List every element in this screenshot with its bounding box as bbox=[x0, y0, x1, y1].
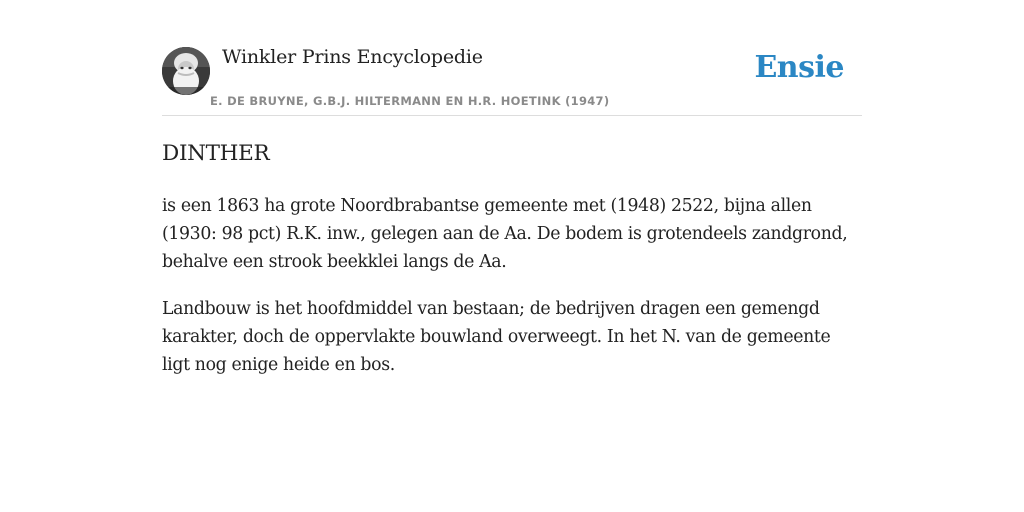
entry-paragraph: Landbouw is het hoofdmiddel van bestaan; de bedrijven dragen een gemengd karakter, doch de oppervlakte bouwland overweegt. In het N. van de gemeente ligt nog enige heide en bos. bbox=[162, 299, 831, 375]
entry-paragraph: is een 1863 ha grote Noordbrabantse gemeente met (1948) 2522, bijna allen (1930: 98 pct) R.K. inw., gelegen aan de Aa. De bodem is grotendeels zandgrond, behalve een strook beekklei langs de Aa. bbox=[162, 196, 848, 272]
bearded-man-portrait-icon bbox=[162, 47, 210, 95]
author-avatar-icon[interactable] bbox=[162, 47, 210, 95]
authors-line: E. DE BRUYNE, G.B.J. HILTERMANN EN H.R. HOETINK (1947) bbox=[210, 94, 610, 108]
header bbox=[162, 0, 862, 116]
source-title[interactable]: Winkler Prins Encyclopedie bbox=[222, 46, 483, 68]
page bbox=[162, 0, 862, 375]
entry-title: DINTHER bbox=[162, 141, 270, 166]
entry-body bbox=[162, 192, 862, 398]
ensie-logo-link[interactable]: Ensie bbox=[754, 50, 844, 85]
